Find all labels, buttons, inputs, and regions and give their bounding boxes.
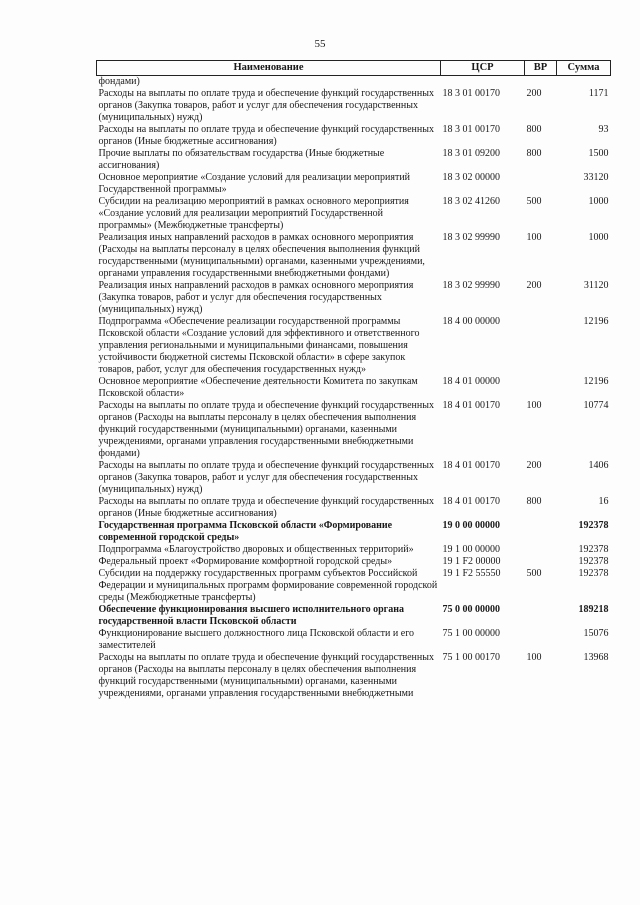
row-sum-cell: 192378 [578,544,609,555]
row-name-cell: Государственная программа Псковской области «Формирование современной городской среды» [98,520,393,543]
row-csr-cell: 18 4 01 00000 [442,376,500,387]
row-vr-cell: 800 [526,148,542,159]
row-name-cell: Обеспечение функционирования высшего исполнительного органа государственной власти Псковской области [98,604,404,627]
row-vr-cell [525,556,557,568]
table-row [97,460,611,496]
row-vr-cell [525,316,557,376]
table-row [97,88,611,124]
row-name-cell: Основное мероприятие «Создание условий для реализации мероприятий Государственной программы» [98,172,411,195]
row-vr-cell: 800 [526,124,542,135]
table-row [97,196,611,232]
row-csr-cell: 18 3 02 99990 [442,232,500,243]
row-sum-cell: 13968 [583,652,609,663]
table-row [97,652,611,700]
row-vr-cell [525,376,557,400]
row-sum-cell: 12196 [583,316,609,327]
row-name-cell: Подпрограмма «Благоустройство дворовых и общественных территорий» [98,544,414,555]
row-sum-cell: 192378 [578,556,609,567]
row-vr-cell: 100 [526,400,542,411]
row-sum-cell: 10774 [583,400,609,411]
row-csr-cell: 18 3 01 00170 [442,88,500,99]
row-sum-cell: 189218 [578,604,609,615]
row-sum-cell: 1000 [588,232,609,243]
budget-table [96,60,611,700]
row-vr-cell: 500 [526,196,542,207]
row-csr-cell: 18 3 01 09200 [442,148,500,159]
table-row [97,568,611,604]
row-vr-cell [525,628,557,652]
row-name-cell: Субсидии на поддержку государственных программ субъектов Российской Федерации и муниципальных программ формирование современной городской среды (Межбюджетные трансферты) [98,568,438,603]
row-name-cell: Расходы на выплаты по оплате труда и обеспечение функций государственных органов (Расходы на выплаты персоналу в целях обеспечения выполнения функций государственными (муниципальными) органами, казенными учреждениями, органами управления государственными внебюджетными фондами) [98,400,434,459]
row-sum-cell: 12196 [583,376,609,387]
table-row [97,172,611,196]
table-row [97,628,611,652]
table-row [97,544,611,556]
row-vr-cell: 500 [526,568,542,579]
table-row [97,232,611,280]
row-sum-cell: 192378 [578,568,609,579]
row-name-cell: Расходы на выплаты по оплате труда и обеспечение функций государственных органов (Расходы на выплаты персоналу в целях обеспечения выполнения функций государственными (муниципальными) органами, казенными учреждениями, органами управления государственными внебюджетными [98,652,434,699]
row-name-cell: Расходы на выплаты по оплате труда и обеспечение функций государственных органов (Закупка товаров, работ и услуг для обеспечения государственных (муниципальных) нужд) [98,88,434,123]
row-csr-cell: 75 1 00 00170 [442,652,500,663]
row-csr-cell: 18 3 02 00000 [442,172,500,183]
row-sum-cell: 31120 [583,280,609,291]
row-sum-cell: 16 [598,496,609,507]
page-number: 55 [314,38,326,50]
row-csr-cell: 18 4 01 00170 [442,496,500,507]
table-row [97,604,611,628]
row-sum-cell: 1406 [588,460,609,471]
row-vr-cell: 800 [526,496,542,507]
row-csr-cell: 19 1 F2 55550 [442,568,501,579]
row-csr-cell: 18 3 02 99990 [442,280,500,291]
column-header-vr: ВР [525,61,557,76]
row-vr-cell: 100 [526,652,542,663]
row-vr-cell [525,544,557,556]
row-sum-cell: 93 [598,124,609,135]
row-csr-cell: 18 4 01 00170 [442,400,500,411]
row-vr-cell: 200 [526,280,542,291]
row-name-cell: Реализация иных направлений расходов в рамках основного мероприятия (Закупка товаров, работ и услуг для обеспечения государственных (муниципальных) нужд) [98,280,414,315]
row-name-cell: Субсидии на реализацию мероприятий в рамках основного мероприятия «Создание условий для реализации мероприятий Государственной программы» (Межбюджетные трансферты) [98,196,409,231]
row-sum-cell: 1000 [588,196,609,207]
row-csr-cell: 19 1 00 00000 [442,544,500,555]
row-sum-cell: 1500 [588,148,609,159]
column-header-sum: Сумма [557,61,611,76]
row-vr-cell: 200 [526,88,542,99]
row-csr-cell: 18 4 00 00000 [442,316,500,327]
table-row [97,496,611,520]
row-csr-cell: 75 1 00 00000 [442,628,500,639]
table-row [97,124,611,148]
row-csr-cell: 18 4 01 00170 [442,460,500,471]
row-csr-cell: 75 0 00 00000 [442,604,500,615]
row-name-cell: Подпрограмма «Обеспечение реализации государственной программы Псковской области «Создание условий для эффективного и ответственного управления региональными и муниципальными финансами, повышения устойчивости бюджетной системы Псковской области» в сфере закупок товаров, работ, услуг для обеспечения государственных нужд» [98,316,420,375]
row-vr-cell [525,604,557,628]
table-row [97,280,611,316]
row-csr-cell: 19 0 00 00000 [442,520,500,531]
column-header-name: Наименование [97,61,441,76]
row-name-cell: Расходы на выплаты по оплате труда и обеспечение функций государственных органов (Иные бюджетные ассигнования) [98,124,434,147]
column-header-csr: ЦСР [441,61,525,76]
row-name-cell: Основное мероприятие «Обеспечение деятельности Комитета по закупкам Псковской области» [98,376,418,399]
row-name-cell: Расходы на выплаты по оплате труда и обеспечение функций государственных органов (Закупка товаров, работ и услуг для обеспечения государственных (муниципальных) нужд) [98,460,434,495]
table-row [97,148,611,172]
table-row [97,76,611,89]
table-row [97,520,611,544]
row-vr-cell: 100 [526,232,542,243]
row-name-cell: Функционирование высшего должностного лица Псковской области и его заместителей [98,628,415,651]
row-name-cell: Расходы на выплаты по оплате труда и обеспечение функций государственных органов (Иные бюджетные ассигнования) [98,496,434,519]
row-csr-cell: 18 3 01 00170 [442,124,500,135]
row-csr-cell: 19 1 F2 00000 [442,556,501,567]
row-name-cell: Прочие выплаты по обязательствам государства (Иные бюджетные ассигнования) [98,148,385,171]
row-name-cell: Федеральный проект «Формирование комфортной городской среды» [98,556,393,567]
row-csr-cell [441,76,525,89]
row-sum-cell: 15076 [583,628,609,639]
row-vr-cell [525,172,557,196]
table-body [97,76,611,701]
table-header-row [97,61,611,76]
row-sum-cell: 192378 [578,520,609,531]
row-sum-cell [557,76,611,89]
table-row [97,376,611,400]
table-row [97,556,611,568]
table-row [97,316,611,376]
row-name-cell: фондами) [98,76,140,87]
table-row [97,400,611,460]
row-sum-cell: 33120 [583,172,609,183]
row-vr-cell [525,520,557,544]
row-vr-cell [525,76,557,89]
row-vr-cell: 200 [526,460,542,471]
row-name-cell: Реализация иных направлений расходов в рамках основного мероприятия (Расходы на выплаты персоналу в целях обеспечения выполнения функций государственными (муниципальными) органами, казенными учреждениями, органами управления государственными внебюджетными фондами) [98,232,425,279]
row-sum-cell: 1171 [588,88,609,99]
row-csr-cell: 18 3 02 41260 [442,196,500,207]
